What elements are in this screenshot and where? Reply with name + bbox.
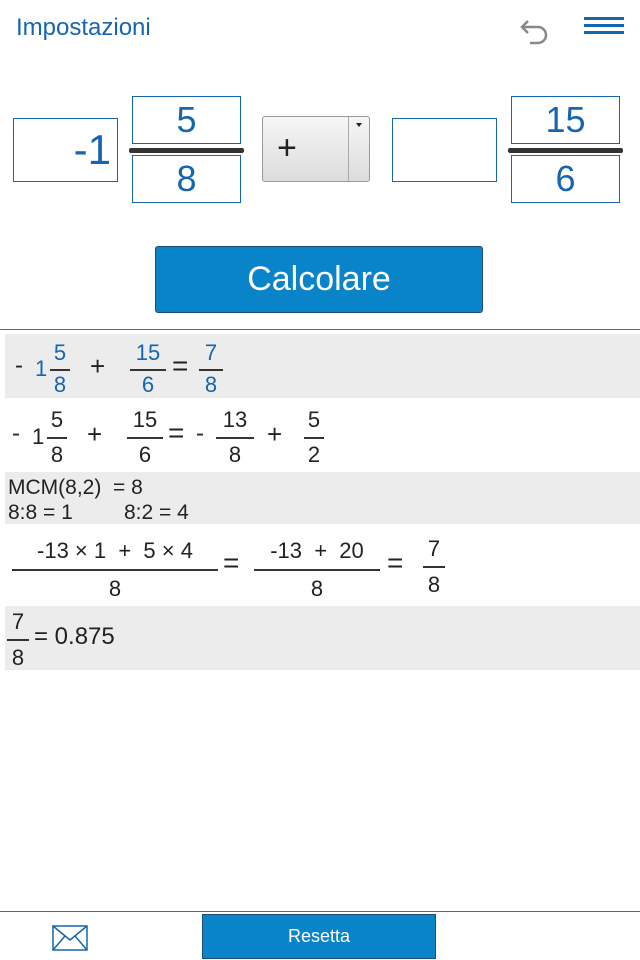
- equals: =: [387, 547, 404, 578]
- denominator: 8: [228, 442, 242, 467]
- fraction-bar-1: [129, 148, 244, 153]
- operator-select[interactable]: [262, 116, 370, 182]
- denominator: 8: [50, 442, 64, 467]
- fraction-bar-2: [508, 148, 623, 153]
- result-numerator: 7: [204, 340, 218, 365]
- footer-divider: [0, 911, 640, 912]
- result-denominator: 8: [427, 572, 441, 597]
- equals: =: [168, 417, 185, 448]
- operator: +: [90, 351, 106, 381]
- undo-icon[interactable]: [518, 12, 552, 46]
- menu-icon[interactable]: [584, 17, 624, 37]
- fraction-line: [12, 569, 218, 571]
- reset-button[interactable]: Resetta: [202, 914, 436, 959]
- numerator: 5: [53, 340, 67, 365]
- dropdown-arrow-icon: [356, 123, 362, 127]
- sign: -: [12, 420, 20, 447]
- fraction-line: [47, 437, 67, 439]
- operator: +: [87, 419, 103, 449]
- equals: =: [172, 350, 189, 381]
- denominator-input-2[interactable]: 6: [511, 155, 620, 203]
- denominator: 8: [108, 576, 122, 601]
- numerator: -13 × 1 + 5 × 4: [37, 538, 193, 563]
- fraction-line: [7, 639, 29, 641]
- result-denominator: 8: [204, 372, 218, 397]
- whole-input-2[interactable]: [392, 118, 497, 182]
- fraction-line: [199, 369, 223, 371]
- denominator: 2: [307, 442, 321, 467]
- equals: =: [223, 547, 240, 578]
- fraction-line: [304, 437, 324, 439]
- numerator-input-2[interactable]: 15: [511, 96, 620, 144]
- operator: +: [267, 419, 283, 449]
- denominator: 6: [138, 442, 152, 467]
- fraction-line: [50, 369, 70, 371]
- whole-input-1[interactable]: -1: [13, 118, 118, 182]
- fraction-line: [423, 566, 445, 568]
- numerator: 5: [307, 407, 321, 432]
- denominator: 8: [310, 576, 324, 601]
- numerator: 5: [50, 407, 64, 432]
- calculate-button[interactable]: Calcolare: [155, 246, 483, 313]
- result-numerator: 7: [427, 536, 441, 561]
- divider: [0, 329, 640, 330]
- numerator: 13: [222, 407, 248, 432]
- numerator: 7: [11, 609, 25, 634]
- settings-link[interactable]: Impostazioni: [16, 14, 151, 41]
- whole: 1: [32, 424, 45, 449]
- sign: -: [15, 352, 23, 379]
- lcm-text: MCM(8,2) = 8: [8, 476, 143, 499]
- denominator: 6: [141, 372, 155, 397]
- denominator: 8: [53, 372, 67, 397]
- decimal-value: = 0.875: [34, 623, 115, 650]
- denominator-input-1[interactable]: 8: [132, 155, 241, 203]
- lcm-factor-1: 8:8 = 1: [8, 501, 73, 524]
- numerator-input-1[interactable]: 5: [132, 96, 241, 144]
- mail-icon[interactable]: [52, 925, 88, 951]
- select-divider: [348, 117, 349, 181]
- numerator: -13 + 20: [270, 538, 364, 563]
- fraction-line: [216, 437, 254, 439]
- operator-value: +: [277, 129, 297, 167]
- numerator: 15: [132, 407, 158, 432]
- denominator: 8: [11, 645, 25, 670]
- lcm-factor-2: 8:2 = 4: [124, 501, 189, 524]
- fraction-line: [130, 369, 166, 371]
- whole: 1: [35, 356, 48, 381]
- numerator: 15: [135, 340, 161, 365]
- fraction-line: [127, 437, 163, 439]
- sign: -: [196, 420, 204, 447]
- fraction-line: [254, 569, 380, 571]
